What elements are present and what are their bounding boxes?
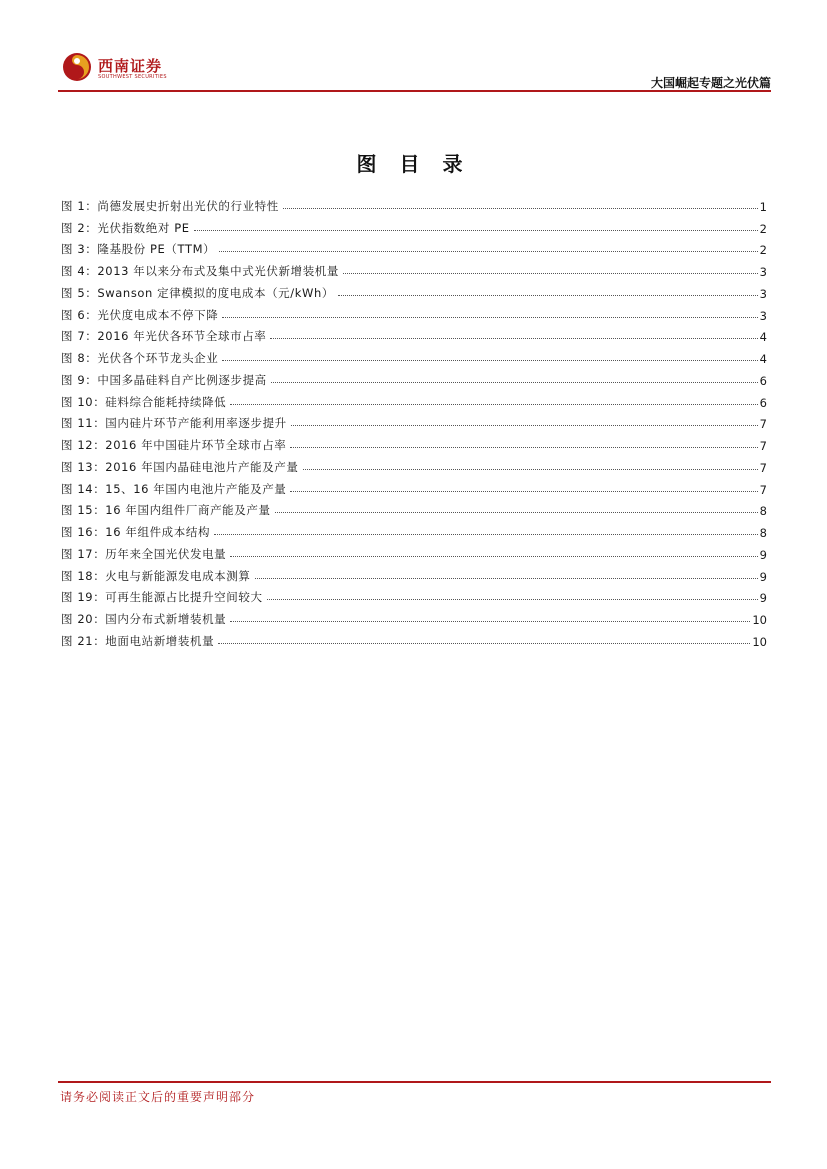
toc-heading: 图 目 录: [356, 152, 471, 176]
toc-entry-page: 3: [759, 286, 767, 301]
toc-entry[interactable]: [61, 344, 767, 366]
toc-entry-label: 图 11：国内硅片环节产能利用率逐步提升: [61, 416, 287, 431]
toc-entry-page: 6: [759, 373, 767, 388]
toc-entry-label: 图 4：2013 年以来分布式及集中式光伏新增装机量: [61, 264, 339, 278]
toc-entry-label: 图 19：可再生能源占比提升空间较大: [61, 590, 263, 605]
toc-entry[interactable]: [61, 605, 767, 627]
toc-entry-label: 图 15：16 年国内组件厂商产能及产量: [61, 503, 271, 518]
toc-dot-leader: [283, 207, 758, 209]
toc-dot-leader: [222, 316, 757, 318]
toc-entry-page: 8: [759, 504, 767, 519]
toc-entry[interactable]: [61, 431, 767, 453]
toc-entry[interactable]: [61, 497, 767, 519]
toc-entry[interactable]: [61, 410, 767, 432]
toc-dot-leader: [338, 294, 758, 296]
toc-entry[interactable]: [61, 192, 767, 214]
toc-entry[interactable]: [61, 518, 767, 540]
company-logo: [60, 50, 180, 84]
toc-dot-leader: [290, 446, 757, 448]
toc-entry[interactable]: [61, 366, 767, 388]
southwest-securities-logo-icon: [62, 52, 92, 82]
footer-disclaimer: 请务必阅读正文后的重要声明部分: [60, 1090, 256, 1104]
toc-entry-page: 2: [759, 221, 767, 236]
toc-entry-page: 9: [759, 591, 767, 606]
toc-entry-label: 图 20：国内分布式新增装机量: [61, 612, 227, 626]
footer-divider: [58, 1081, 771, 1083]
toc-dot-leader: [219, 250, 757, 252]
toc-entry[interactable]: [61, 540, 767, 562]
toc-dot-leader: [291, 424, 758, 426]
toc-dot-leader: [343, 272, 758, 274]
toc-entry-page: 3: [759, 308, 767, 323]
toc-entry-page: 7: [759, 417, 767, 432]
toc-dot-leader: [290, 490, 757, 492]
toc-dot-leader: [230, 555, 757, 557]
toc-entry[interactable]: [61, 214, 767, 236]
toc-entry[interactable]: [61, 562, 767, 584]
toc-entry-label: 图 13：2016 年国内晶硅电池片产能及产量: [61, 459, 299, 474]
toc-entry[interactable]: [61, 323, 767, 345]
toc-dot-leader: [214, 533, 758, 535]
toc-entry-page: 10: [752, 634, 767, 649]
toc-entry-label: 图 9：中国多晶硅料自产比例逐步提高: [61, 372, 267, 387]
toc-entry[interactable]: [61, 279, 767, 301]
toc-dot-leader: [218, 642, 750, 644]
toc-entry-label: 图 16：16 年组件成本结构: [61, 525, 211, 539]
toc-entry-page: 7: [759, 439, 767, 453]
toc-entry[interactable]: [61, 453, 767, 475]
toc-entry-label: 图 1：尚德发展史折射出光伏的行业特性: [61, 198, 279, 213]
report-title: 大国崛起专题之光伏篇: [650, 76, 771, 90]
toc-dot-leader: [230, 403, 757, 405]
toc-entry-page: 9: [759, 547, 767, 562]
toc-entry[interactable]: [61, 627, 767, 649]
toc-dot-leader: [267, 598, 758, 600]
toc-dot-leader: [222, 359, 757, 361]
toc-entry-page: 7: [759, 482, 767, 497]
toc-entry[interactable]: [61, 388, 767, 410]
toc-entry-label: 图 14：15、16 年国内电池片产能及产量: [61, 481, 287, 496]
toc-entry[interactable]: [61, 301, 767, 323]
toc-entry-label: 图 21：地面电站新增装机量: [61, 633, 215, 648]
table-of-figures: [61, 192, 767, 649]
toc-entry-label: 图 12：2016 年中国硅片环节全球市占率: [61, 438, 287, 452]
toc-entry-label: 图 8：光伏各个环节龙头企业: [61, 351, 219, 365]
toc-dot-leader: [271, 381, 758, 383]
toc-entry-page: 8: [759, 526, 767, 540]
toc-entry-label: 图 10：硅料综合能耗持续降低: [61, 394, 227, 409]
toc-entry-label: 图 3：隆基股份 PE（TTM）: [61, 242, 216, 257]
header-divider: [58, 90, 771, 92]
page-header: [60, 46, 771, 92]
toc-entry-page: 3: [759, 265, 767, 279]
toc-entry-label: 图 2：光伏指数绝对 PE: [61, 220, 190, 235]
toc-entry-label: 图 5：Swanson 定律模拟的度电成本（元/kWh）: [61, 285, 334, 300]
toc-entry-label: 图 7：2016 年光伏各环节全球市占率: [61, 329, 267, 344]
toc-entry-label: 图 17：历年来全国光伏发电量: [61, 546, 227, 561]
toc-entry-label: 图 18：火电与新能源发电成本测算: [61, 568, 251, 583]
toc-entry-page: 9: [759, 569, 767, 584]
toc-entry[interactable]: [61, 584, 767, 606]
toc-dot-leader: [270, 337, 757, 339]
toc-entry[interactable]: [61, 475, 767, 497]
toc-entry[interactable]: [61, 257, 767, 279]
toc-entry-page: 2: [759, 243, 767, 258]
toc-entry-page: 7: [759, 460, 767, 475]
toc-entry-page: 6: [759, 395, 767, 410]
logo-chinese-name: 西南证券: [98, 57, 163, 75]
toc-dot-leader: [275, 511, 758, 513]
toc-entry-page: 10: [752, 613, 767, 627]
toc-dot-leader: [230, 620, 750, 622]
toc-dot-leader: [303, 468, 758, 470]
logo-english-name: SOUTHWEST SECURITIES: [98, 74, 167, 80]
toc-entry[interactable]: [61, 236, 767, 258]
toc-dot-leader: [194, 229, 758, 231]
toc-entry-page: 4: [759, 352, 767, 366]
toc-entry-page: 4: [759, 330, 767, 345]
toc-dot-leader: [255, 577, 758, 579]
toc-entry-page: 1: [759, 199, 767, 214]
toc-entry-label: 图 6：光伏度电成本不停下降: [61, 307, 219, 322]
